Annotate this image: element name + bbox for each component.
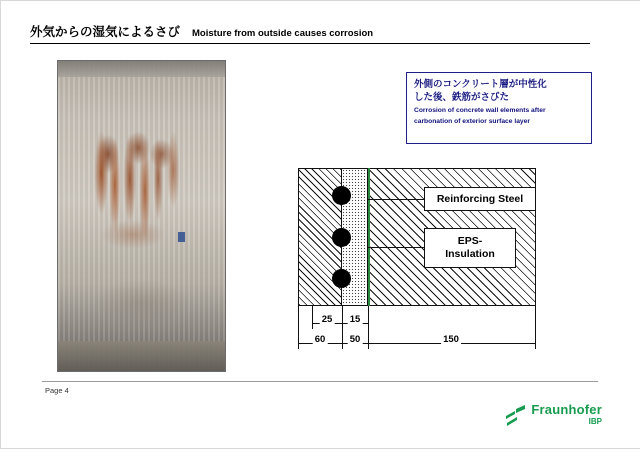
leader-line-insulation	[368, 247, 426, 248]
label-reinforcing-steel	[424, 187, 536, 211]
wall-photo-floor	[58, 341, 225, 371]
callout-box	[406, 72, 592, 144]
fraunhofer-logo	[505, 403, 602, 426]
leader-line-steel	[368, 199, 426, 200]
callout-japanese-line-2: した後、鉄筋がさびた	[414, 92, 510, 103]
rebar-circle	[332, 228, 351, 247]
extension-line	[535, 306, 536, 344]
dimension-row-inner	[298, 314, 536, 330]
extension-line	[298, 306, 299, 344]
dimension-label-150: 150	[443, 334, 459, 345]
label-eps-line-2: Insulation	[445, 248, 495, 260]
footer-divider	[42, 381, 598, 382]
extension-line	[368, 306, 369, 344]
wall-photo-top-shadow	[58, 61, 225, 77]
wall-photo-texture	[58, 61, 225, 371]
page-title-japanese: 外気からの湿気によるさび	[30, 25, 181, 39]
page-title	[30, 22, 590, 44]
dimension-label-15: 15	[349, 314, 361, 325]
extension-line	[342, 306, 343, 344]
page-title-english: Moisture from outside causes corrosion	[192, 28, 374, 39]
fraunhofer-logo-institute: IBP	[588, 417, 602, 426]
dimension-label-25: 25	[321, 314, 333, 325]
callout-english-line-2: carbonation of exterior surface layer	[414, 118, 530, 125]
callout-japanese-line-1: 外側のコンクリート層が中性化	[414, 79, 547, 90]
fraunhofer-logo-icon	[505, 404, 527, 426]
label-reinforcing-steel-text: Reinforcing Steel	[436, 192, 524, 205]
callout-english-line-1: Corrosion of concrete wall elements after	[414, 107, 546, 114]
label-eps-insulation	[424, 228, 516, 268]
label-eps-line-1: EPS-	[457, 235, 483, 247]
wall-photo-blue-marker	[178, 232, 185, 242]
page-number: Page 4	[45, 386, 69, 395]
dimension-label-50: 50	[349, 334, 361, 345]
dimension-row-outer	[298, 334, 536, 352]
rebar-circle	[332, 186, 351, 205]
fraunhofer-logo-name: Fraunhofer	[531, 402, 602, 417]
rebar-circle	[332, 269, 351, 288]
layer-boundary-accent	[368, 168, 370, 306]
fraunhofer-logo-text	[531, 403, 602, 426]
wall-photo	[57, 60, 226, 372]
dimension-label-60: 60	[314, 334, 326, 345]
extension-line	[312, 306, 313, 324]
wall-cross-section-diagram	[298, 168, 590, 368]
